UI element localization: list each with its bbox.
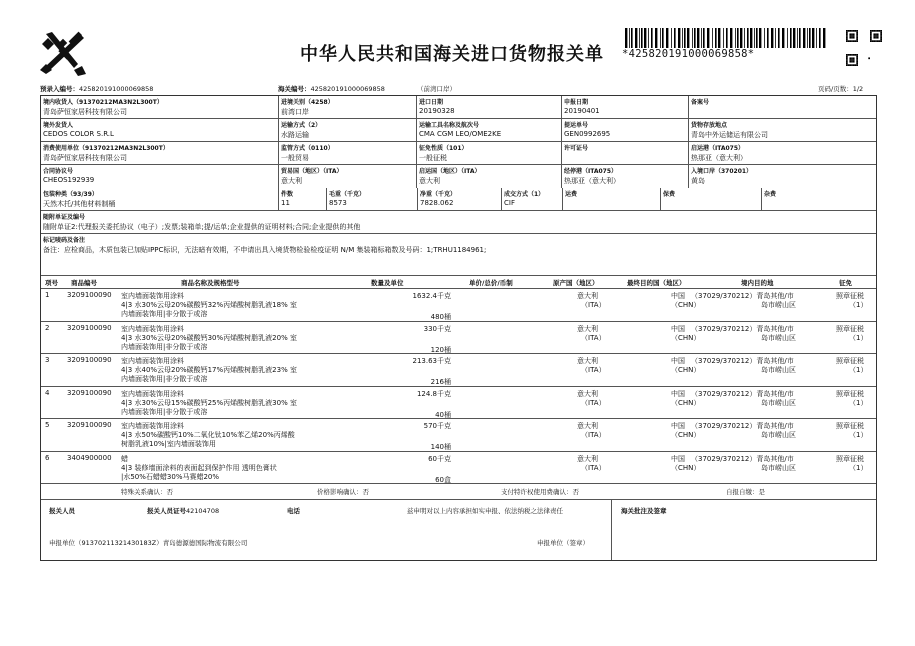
field-label: 监管方式（0110） <box>281 145 334 152</box>
field-label: 备案号 <box>691 99 710 106</box>
info-cell <box>562 142 689 164</box>
goods-ex2: （1） <box>849 333 868 342</box>
info-cell <box>562 165 689 188</box>
field-label: 运输工具名称及航次号 <box>419 122 480 129</box>
info-cell <box>562 96 689 118</box>
goods-ex1: 照章征税 <box>836 422 864 430</box>
goods-origin1: 意大利 <box>577 454 598 463</box>
info-cell <box>41 165 279 188</box>
goods-dom1: （37029/370212）青岛其他/市 <box>691 454 794 463</box>
field-value: CMA CGM LEO/OME2KE <box>419 130 502 138</box>
barcode <box>625 28 830 48</box>
goods-dest2: （CHN） <box>671 431 701 439</box>
customs-number: 海关编号：425820191000069858 （前湾口岸） <box>278 85 457 93</box>
info-cell <box>279 119 417 141</box>
goods-qty1: 1632.4千克 <box>412 292 451 300</box>
goods-qty1: 330千克 <box>423 324 451 333</box>
goods-name2: 4|3 水40%云母20%碳酸钙17%丙烯酸树脂乳液23% 室 <box>121 366 297 374</box>
field-label: 进口日期 <box>419 99 444 106</box>
field-value: 20190401 <box>564 107 600 115</box>
field-value: 青岛中外运储运有限公司 <box>691 131 768 139</box>
goods-origin1: 意大利 <box>577 292 598 300</box>
goods-table-header: 项号 商品编号 商品名称及规格型号 数量及单位 单价/总价/币制 原产国（地区） 最终目的国（地区） 境内目的地 征免 <box>41 276 876 289</box>
goods-origin2: （ITA） <box>581 333 606 342</box>
field-label: 经停港（ITA075） <box>564 168 618 175</box>
qr-code <box>846 30 882 66</box>
goods-qty2: 120桶 <box>430 345 451 354</box>
field-value: GEN0992695 <box>564 130 611 138</box>
goods-no: 3 <box>45 356 50 364</box>
goods-qty2: 480桶 <box>430 313 451 321</box>
goods-name3: 内墙面装饰用|非分散于或溶 <box>121 310 208 318</box>
goods-item-row <box>41 419 876 452</box>
info-cell <box>417 165 562 188</box>
field-label: 运输方式（2） <box>281 122 322 129</box>
goods-item-row <box>41 322 876 355</box>
info-row <box>41 142 876 165</box>
field-label: 贸易国（地区）（ITA） <box>281 168 343 175</box>
goods-no: 6 <box>45 453 50 462</box>
info-cell <box>41 96 279 118</box>
goods-origin1: 意大利 <box>577 324 598 333</box>
goods-dom2: 岛市崂山区 <box>761 301 796 309</box>
field-value: 水路运输 <box>281 131 309 139</box>
goods-ex1: 照章征税 <box>836 357 864 365</box>
goods-origin2: （ITA） <box>581 398 606 407</box>
goods-code: 3209100090 <box>67 388 112 397</box>
goods-origin2: （ITA） <box>581 366 606 374</box>
goods-ex2: （1） <box>849 301 868 309</box>
goods-dest2: （CHN） <box>671 463 701 472</box>
goods-dom1: （37029/370212）青岛其他/市 <box>691 292 794 300</box>
goods-ex1: 照章征税 <box>836 389 864 398</box>
goods-qty2: 140桶 <box>430 443 451 451</box>
pre-entry-number: 预录入编号：425820191000069858 <box>40 85 154 93</box>
goods-name1: 蜡 <box>121 454 128 463</box>
info-cell <box>689 119 876 141</box>
field-label: 启运港（ITA075） <box>691 145 745 152</box>
field-label: 消费使用单位（91370212MA3N2L300T） <box>43 145 169 152</box>
field-value: 热那亚（意大利） <box>691 154 747 162</box>
goods-code: 3209100090 <box>67 421 112 429</box>
field-value: CEDOS COLOR S.R.L <box>43 130 114 138</box>
goods-name1: 室内墙面装饰用涂料 <box>121 292 184 300</box>
info-cell <box>41 119 279 141</box>
goods-qty1: 570千克 <box>423 422 451 430</box>
field-value: 热那亚（意大利） <box>564 177 620 185</box>
field-value: 青岛萨恒家居科技有限公司 <box>43 154 127 162</box>
goods-dest2: （CHN） <box>671 366 701 374</box>
goods-name3: 内墙面装饰用|非分散于或溶 <box>121 375 208 383</box>
goods-name2: 4|3 水30%云母20%碳酸钙32%丙烯酸树脂乳液18% 室 <box>121 301 297 309</box>
goods-ex1: 照章征税 <box>836 324 864 333</box>
goods-code: 3209100090 <box>67 291 112 299</box>
field-label: 货物存放地点 <box>691 122 728 129</box>
info-cell <box>562 119 689 141</box>
page-number: 页码/页数：1/2 <box>818 85 864 93</box>
goods-ex2: （1） <box>849 366 868 374</box>
goods-code: 3209100090 <box>67 356 112 364</box>
goods-item-row <box>41 289 876 322</box>
info-cell <box>417 142 562 164</box>
goods-dom1: （37029/370212）青岛其他/市 <box>691 357 794 365</box>
goods-qty1: 124.8千克 <box>416 389 451 398</box>
goods-dest2: （CHN） <box>671 301 701 309</box>
goods-name2: 4|3 水30%云母15%碳酸钙25%丙烯酸树脂乳液30% 室 <box>121 398 297 407</box>
goods-qty2: 216桶 <box>430 378 451 386</box>
field-value: 意大利 <box>419 177 440 185</box>
field-label: 许可证号 <box>564 145 589 152</box>
info-row <box>41 96 876 119</box>
field-value: 黄岛 <box>691 177 705 185</box>
goods-dest1: 中国 <box>671 389 685 398</box>
goods-no: 2 <box>45 323 50 332</box>
goods-origin1: 意大利 <box>577 422 598 430</box>
field-label: 入境口岸（370201） <box>691 168 753 175</box>
goods-dest1: 中国 <box>671 357 685 365</box>
goods-origin2: （ITA） <box>581 431 606 439</box>
goods-item-row <box>41 452 876 485</box>
goods-name3: |水50%石蜡蜡30%马赛蜡20% <box>121 472 220 481</box>
goods-code: 3404900000 <box>67 453 112 462</box>
declaration-form <box>40 95 877 561</box>
goods-qty2: 40桶 <box>435 410 451 419</box>
goods-name2: 4|3 装修墙面涂料的表面起到保护作用 透明色膏状 <box>121 463 277 472</box>
goods-item-row <box>41 354 876 387</box>
field-label: 征免性质（101） <box>419 145 468 152</box>
goods-ex1: 照章征税 <box>836 292 864 300</box>
goods-no: 1 <box>45 291 50 299</box>
info-row <box>41 119 876 142</box>
goods-name3: 内墙面装饰用|非分散于或溶 <box>121 342 208 351</box>
field-value: 意大利 <box>281 177 302 185</box>
goods-dest2: （CHN） <box>671 333 701 342</box>
goods-name3: 树脂乳液10%|室内墙面装饰用 <box>121 440 216 448</box>
goods-dest1: 中国 <box>671 324 685 333</box>
goods-dom1: （37029/370212）青岛其他/市 <box>691 389 794 398</box>
info-cell <box>417 119 562 141</box>
confirmation-row: 特殊关系确认：否 价格影响确认：否 支付特许权使用费确认：否 自报自缴：是 <box>41 484 876 500</box>
field-label: 进境关别（4258） <box>281 99 334 106</box>
goods-dom2: 岛市崂山区 <box>761 398 796 407</box>
goods-origin2: （ITA） <box>581 301 606 309</box>
goods-name1: 室内墙面装饰用涂料 <box>121 389 184 398</box>
goods-name2: 4|3 水50%碳酸钙10%二氧化钛10%苯乙烯20%丙烯酸 <box>121 431 295 439</box>
goods-dom2: 岛市崂山区 <box>761 366 796 374</box>
customs-emblem-icon <box>38 30 88 76</box>
goods-item-row <box>41 387 876 420</box>
info-cell <box>41 142 279 164</box>
field-label: 申报日期 <box>564 99 589 106</box>
goods-ex2: （1） <box>849 398 868 407</box>
remarks-row: 标记唛码及备注 备注：应检商品，木质包装已加贴IPPC标识，无法暗有效期，不申请出具入境货物检验检疫证明 N/M 集装箱标箱数及号码：1;TRHU1184961; <box>41 234 876 276</box>
goods-qty2: 60盒 <box>435 475 451 484</box>
goods-ex2: （1） <box>849 431 868 439</box>
goods-dom2: 岛市崂山区 <box>761 463 796 472</box>
attached-docs-row: 随附单证及编号 随附单证2:代理报关委托协议（电子）;发票;装箱单;提/运单;企业提供的证明材料;合同;企业提供的其他 <box>41 211 876 234</box>
packaging-row: 包装种类（93/39） 天然木托/其他材料制桶 件数 11 毛重（千克） 8573 净重（千克） 7828.062 成交方式（1） CIF 运费 保费 杂费 <box>41 188 876 211</box>
field-value: 一般征税 <box>419 154 447 162</box>
goods-dom2: 岛市崂山区 <box>761 431 796 439</box>
goods-no: 4 <box>45 388 50 397</box>
goods-dest1: 中国 <box>671 454 685 463</box>
goods-dest1: 中国 <box>671 422 685 430</box>
field-label: 提运单号 <box>564 122 589 129</box>
goods-origin2: （ITA） <box>581 463 606 472</box>
goods-origin1: 意大利 <box>577 389 598 398</box>
info-cell <box>279 142 417 164</box>
field-label: 境内收货人（91370212MA3N2L300T） <box>43 99 163 106</box>
goods-name1: 室内墙面装饰用涂料 <box>121 324 184 333</box>
goods-ex2: （1） <box>849 463 868 472</box>
goods-dom1: （37029/370212）青岛其他/市 <box>691 422 794 430</box>
field-value: 青岛萨恒家居科技有限公司 <box>43 108 127 116</box>
goods-dest2: （CHN） <box>671 398 701 407</box>
info-row <box>41 165 876 188</box>
goods-code: 3209100090 <box>67 323 112 332</box>
goods-qty1: 213.63千克 <box>412 357 451 365</box>
goods-name2: 4|3 水30%云母20%碳酸钙30%丙烯酸树脂乳液20% 室 <box>121 333 297 342</box>
field-value: 一般贸易 <box>281 154 309 162</box>
footer-section: 报关人员 报关人员证号42104708 电话 兹申明对以上内容承担如实申报、依法纳税之法律责任 海关批注及签章 申报单位（91370211321430183Z）青岛德源德国际物流有限公司 申报单位（签章） <box>41 500 876 560</box>
goods-name3: 内墙面装饰用|非分散于或溶 <box>121 407 208 416</box>
field-label: 合同协议号 <box>43 168 74 175</box>
goods-name1: 室内墙面装饰用涂料 <box>121 422 184 430</box>
goods-dom2: 岛市崂山区 <box>761 333 796 342</box>
goods-dest1: 中国 <box>671 292 685 300</box>
field-value: 前湾口岸 <box>281 108 309 116</box>
info-cell <box>689 142 876 164</box>
info-cell <box>279 96 417 118</box>
field-label: 境外发货人 <box>43 122 74 129</box>
info-cell <box>689 96 876 118</box>
field-value: CHEOS192939 <box>43 176 95 184</box>
field-label: 启运国（地区）（ITA） <box>419 168 481 175</box>
goods-name1: 室内墙面装饰用涂料 <box>121 357 184 365</box>
field-value: 20190328 <box>419 107 455 115</box>
barcode-text: *425820191000069858* <box>622 48 755 60</box>
goods-no: 5 <box>45 421 50 429</box>
goods-qty1: 60千克 <box>428 454 451 463</box>
document-title: 中华人民共和国海关进口货物报关单 <box>300 44 604 65</box>
goods-ex1: 照章征税 <box>836 454 864 463</box>
info-cell <box>279 165 417 188</box>
info-cell <box>689 165 876 188</box>
info-cell <box>417 96 562 118</box>
goods-dom1: （37029/370212）青岛其他/市 <box>691 324 794 333</box>
goods-origin1: 意大利 <box>577 357 598 365</box>
